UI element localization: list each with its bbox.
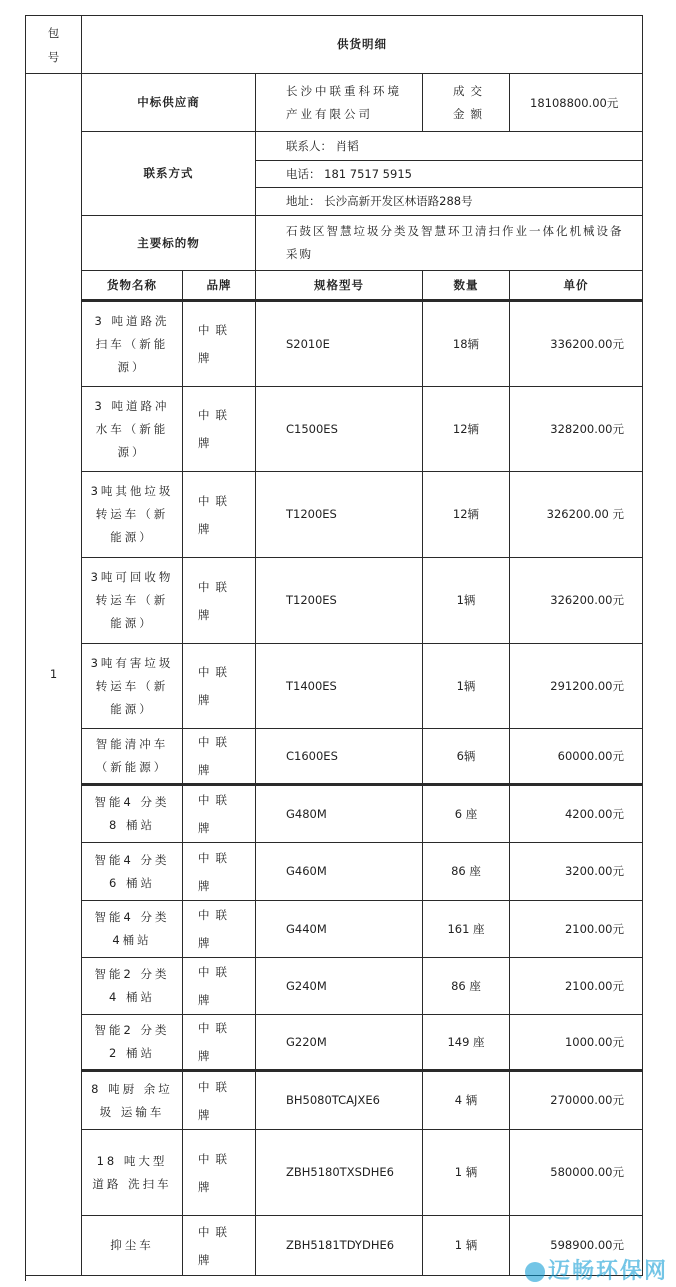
watermark bbox=[525, 1254, 668, 1285]
supply-detail-table bbox=[25, 15, 643, 1281]
item-brand-text: 中联牌 bbox=[198, 323, 233, 365]
contact-address: 地址： 长沙高新开发区林语路288号 bbox=[256, 188, 643, 216]
item-price: 3200.00元 bbox=[510, 843, 643, 901]
amount-label: 成交金额 bbox=[423, 74, 510, 132]
item-brand-text: 中联牌 bbox=[198, 665, 233, 707]
item-price: 598900.00元 bbox=[510, 1216, 643, 1276]
item-model: G460M bbox=[256, 843, 423, 901]
item-brand-text: 中联牌 bbox=[198, 793, 233, 835]
item-brand-text: 中联牌 bbox=[198, 408, 233, 450]
item-qty: 4 辆 bbox=[423, 1072, 510, 1130]
amount-value bbox=[510, 74, 643, 132]
item-qty: 1辆 bbox=[423, 558, 510, 644]
item-name: 3 吨道路冲水车（新能源） bbox=[82, 387, 183, 472]
item-brand bbox=[183, 958, 256, 1015]
item-qty: 86 座 bbox=[423, 843, 510, 901]
item-brand bbox=[183, 387, 256, 472]
item-price: 270000.00元 bbox=[510, 1072, 643, 1130]
item-brand bbox=[183, 558, 256, 644]
col-header-qty: 数量 bbox=[423, 271, 510, 302]
item-name: 3吨可回收物转运车（新能源） bbox=[82, 558, 183, 644]
item-name: 智能4 分类8 桶站 bbox=[82, 786, 183, 843]
watermark-logo-icon bbox=[525, 1262, 545, 1282]
item-model: C1600ES bbox=[256, 729, 423, 786]
item-brand bbox=[183, 1072, 256, 1130]
supply-detail-title: 供货明细 bbox=[82, 16, 643, 74]
item-model: C1500ES bbox=[256, 387, 423, 472]
item-price: 2100.00元 bbox=[510, 901, 643, 958]
item-brand-text: 中联牌 bbox=[198, 850, 233, 893]
item-model: T1200ES bbox=[256, 472, 423, 558]
item-price: 328200.00元 bbox=[510, 387, 643, 472]
item-model: T1400ES bbox=[256, 644, 423, 729]
item-price: 60000.00元 bbox=[510, 729, 643, 786]
item-brand-text: 中联牌 bbox=[198, 735, 233, 777]
item-name: 智能2 分类4 桶站 bbox=[82, 958, 183, 1015]
supplier-name: 长沙中联重科环境产业有限公司 bbox=[256, 74, 423, 132]
item-price: 1000.00元 bbox=[510, 1015, 643, 1072]
item-model: ZBH5181TDYDHE6 bbox=[256, 1216, 423, 1276]
subject-value: 石鼓区智慧垃圾分类及智慧环卫清扫作业一体化机械设备采购 bbox=[256, 216, 643, 271]
item-model: S2010E bbox=[256, 302, 423, 387]
item-model: G440M bbox=[256, 901, 423, 958]
item-price: 326200.00 元 bbox=[510, 472, 643, 558]
item-brand bbox=[183, 729, 256, 786]
item-brand bbox=[183, 786, 256, 843]
item-brand bbox=[183, 644, 256, 729]
item-brand-text: 中联牌 bbox=[198, 1151, 233, 1194]
col-header-model: 规格型号 bbox=[256, 271, 423, 302]
package-no-header: 包 号 bbox=[26, 16, 82, 74]
item-brand-text: 中联牌 bbox=[198, 1224, 233, 1267]
item-model: G240M bbox=[256, 958, 423, 1015]
watermark-text: 迈畅环保网 bbox=[547, 1259, 668, 1284]
item-qty: 12辆 bbox=[423, 472, 510, 558]
item-qty: 1 辆 bbox=[423, 1216, 510, 1276]
item-name: 智能4 分类4桶站 bbox=[82, 901, 183, 958]
subject-label: 主要标的物 bbox=[82, 216, 256, 271]
item-brand bbox=[183, 1216, 256, 1276]
supplier-label: 中标供应商 bbox=[82, 74, 256, 132]
col-header-name: 货物名称 bbox=[82, 271, 183, 302]
item-price: 336200.00元 bbox=[510, 302, 643, 387]
item-qty: 161 座 bbox=[423, 901, 510, 958]
item-brand-text: 中联牌 bbox=[198, 493, 233, 536]
item-brand bbox=[183, 901, 256, 958]
col-header-brand: 品牌 bbox=[183, 271, 256, 302]
item-brand bbox=[183, 1130, 256, 1216]
item-price: 326200.00元 bbox=[510, 558, 643, 644]
item-qty: 86 座 bbox=[423, 958, 510, 1015]
item-brand bbox=[183, 843, 256, 901]
item-qty: 1 辆 bbox=[423, 1130, 510, 1216]
item-model: BH5080TCAJXE6 bbox=[256, 1072, 423, 1130]
item-price: 580000.00元 bbox=[510, 1130, 643, 1216]
item-brand bbox=[183, 1015, 256, 1072]
item-model: G220M bbox=[256, 1015, 423, 1072]
item-name: 智能4 分类6 桶站 bbox=[82, 843, 183, 901]
item-price: 2100.00元 bbox=[510, 958, 643, 1015]
item-price: 291200.00元 bbox=[510, 644, 643, 729]
item-brand-text: 中联牌 bbox=[198, 579, 233, 622]
item-name: 抑尘车 bbox=[82, 1216, 183, 1276]
item-qty: 18辆 bbox=[423, 302, 510, 387]
item-price: 4200.00元 bbox=[510, 786, 643, 843]
item-qty: 149 座 bbox=[423, 1015, 510, 1072]
item-model: ZBH5180TXSDHE6 bbox=[256, 1130, 423, 1216]
item-brand-text: 中联牌 bbox=[198, 1021, 233, 1063]
item-name: 3吨其他垃圾转运车（新能源） bbox=[82, 472, 183, 558]
col-header-price: 单价 bbox=[510, 271, 643, 302]
item-name: 3吨有害垃圾转运车（新能源） bbox=[82, 644, 183, 729]
item-qty: 1辆 bbox=[423, 644, 510, 729]
item-model: G480M bbox=[256, 786, 423, 843]
item-name: 智能清冲车（新能源） bbox=[82, 729, 183, 786]
item-brand-text: 中联牌 bbox=[198, 965, 233, 1007]
contact-person: 联系人： 肖韬 bbox=[256, 132, 643, 161]
item-qty: 6辆 bbox=[423, 729, 510, 786]
item-qty: 6 座 bbox=[423, 786, 510, 843]
item-qty: 12辆 bbox=[423, 387, 510, 472]
item-brand-text: 中联牌 bbox=[198, 908, 233, 950]
amount-text: 18108800.00元 bbox=[530, 95, 619, 110]
contact-phone: 电话： 181 7517 5915 bbox=[256, 161, 643, 188]
item-name: 智能2 分类2 桶站 bbox=[82, 1015, 183, 1072]
item-name: 8 吨厨 余垃圾 运输车 bbox=[82, 1072, 183, 1130]
item-model: T1200ES bbox=[256, 558, 423, 644]
contact-label: 联系方式 bbox=[82, 132, 256, 216]
item-name: 3 吨道路洗扫车（新能源） bbox=[82, 302, 183, 387]
package-number: 1 bbox=[26, 74, 82, 1276]
item-brand bbox=[183, 472, 256, 558]
item-brand-text: 中联牌 bbox=[198, 1079, 233, 1122]
item-name: 18 吨大型道路 洗扫车 bbox=[82, 1130, 183, 1216]
item-brand bbox=[183, 302, 256, 387]
